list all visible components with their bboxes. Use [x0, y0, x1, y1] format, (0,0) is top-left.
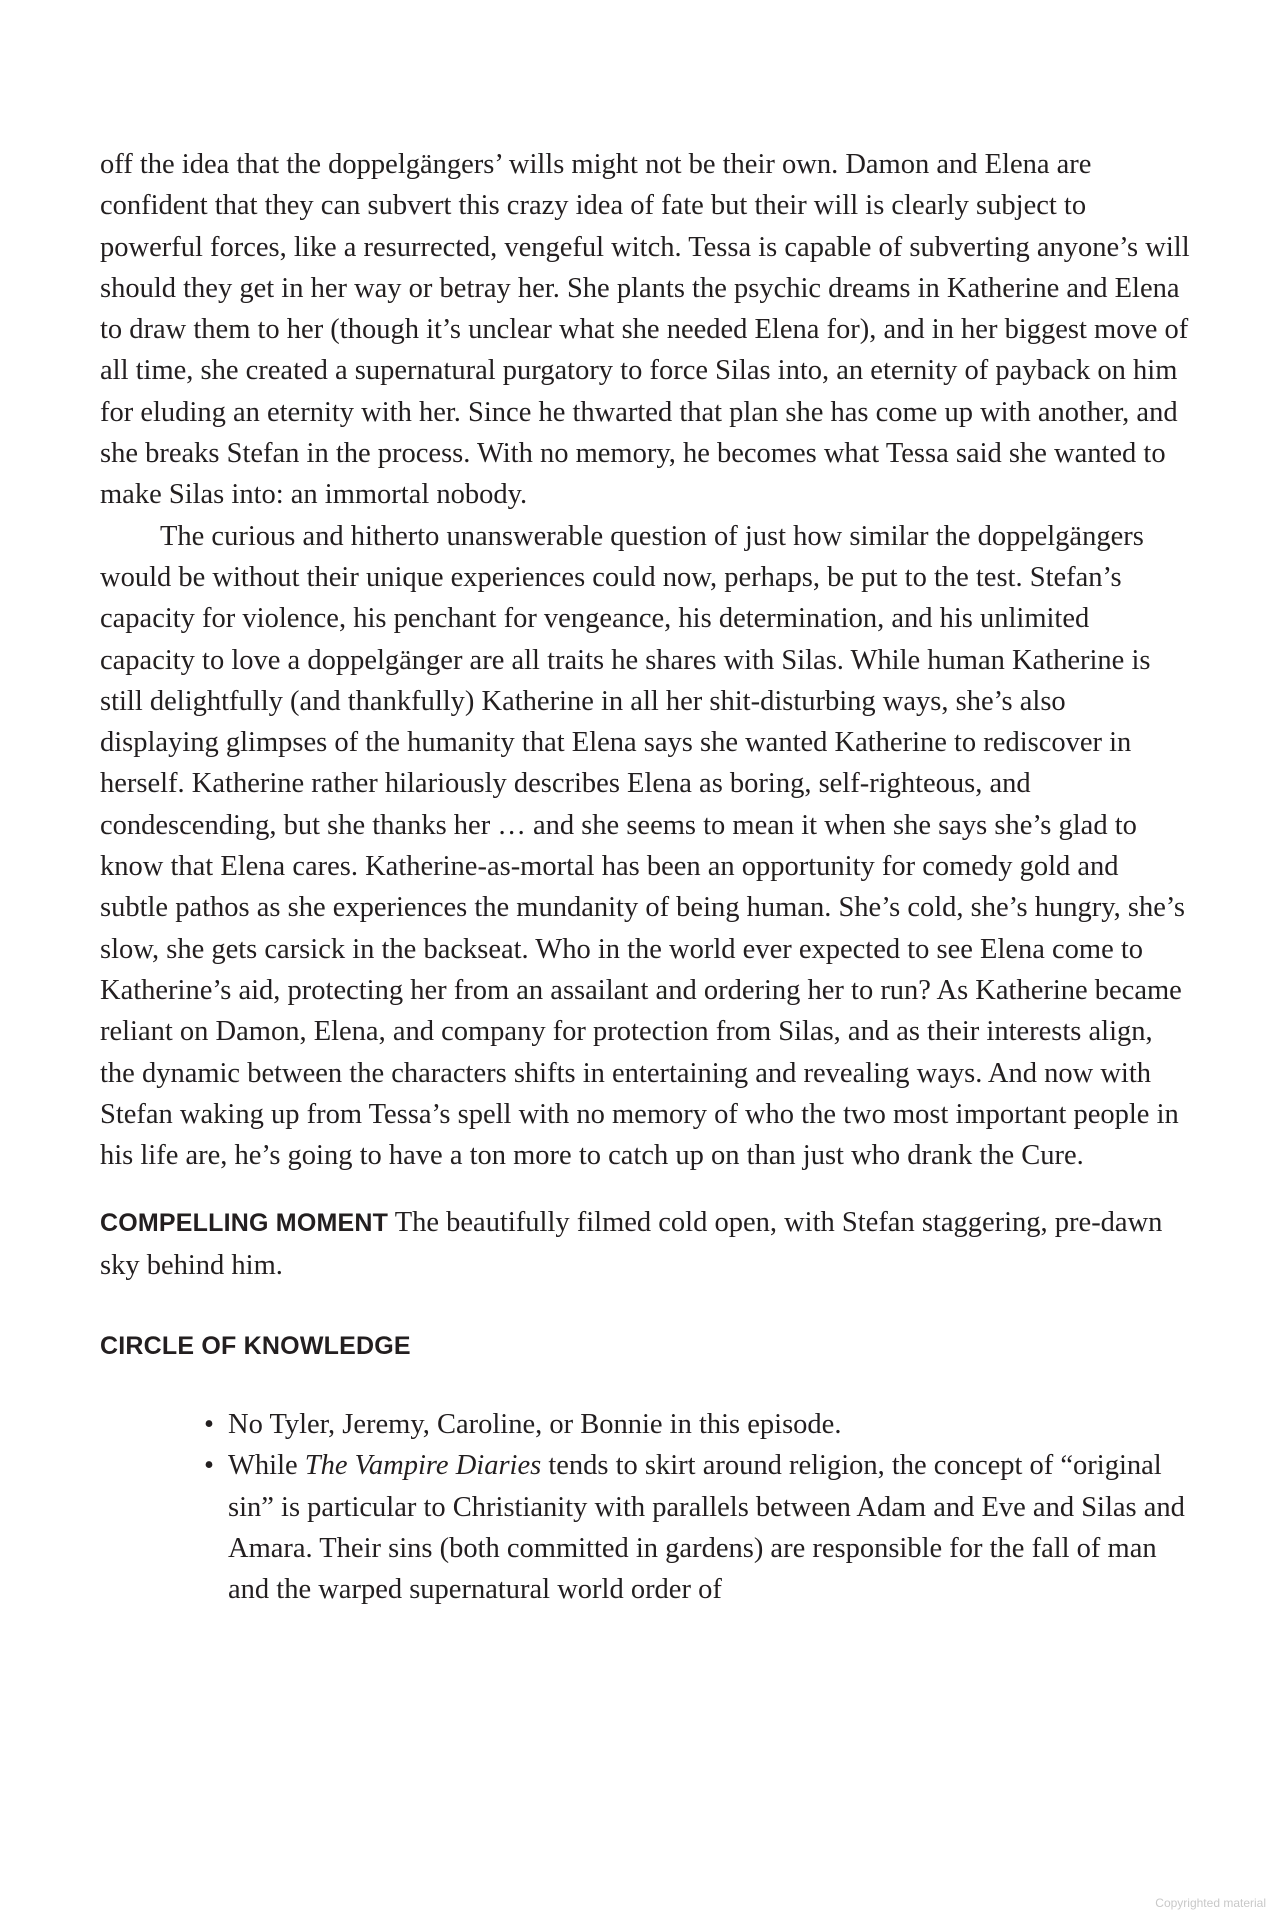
compelling-moment [100, 1202, 1190, 1286]
compelling-moment-text: The beautifully filmed cold open, with Stefan staggering, pre-dawn sky behind him. [100, 1207, 1163, 1281]
bullet-icon: • [204, 1450, 214, 1482]
list-item-text: No Tyler, Jeremy, Caroline, or Bonnie in this episode. [228, 1409, 842, 1441]
compelling-moment-label: COMPELLING MOMENT [100, 1209, 389, 1238]
paragraph-1: off the idea that the doppelgängers’ wills might not be their own. Damon and Elena are confident that they can subvert this crazy idea of fate but their will is clearly subject to powerful forces, like a resurrected, vengeful witch. Tessa is capable of subverting anyone’s will should they get in her way or betray her. She plants the psychic dreams in Katherine and Elena to draw them to her (though it’s unclear what she needed Elena for), and in her biggest move of all time, she created a supernatural purgatory to force Silas into, an eternity of payback on him for eluding an eternity with her. Since he thwarted that plan she has come up with another, and she breaks Stefan in the process. With no memory, he becomes what Tessa said she wanted to make Silas into: an immortal nobody. [100, 149, 1190, 511]
list-item-text-after: tends to skirt around religion, the concept of “original sin” is particular to Christianity with parallels between Adam and Eve and Silas and Amara. Their sins (both committed in gardens) are responsible for the fall of man and the warped supernatural world order of [228, 1450, 1185, 1606]
list-item [204, 1445, 1190, 1610]
bullet-icon: • [204, 1409, 214, 1441]
show-title: The Vampire Diaries [304, 1450, 542, 1482]
list-item-text-before: While [228, 1450, 305, 1482]
circle-of-knowledge-heading: CIRCLE OF KNOWLEDGE [100, 1332, 411, 1361]
copyright-watermark: Copyrighted material [1155, 1896, 1266, 1910]
page-content [100, 144, 1190, 1611]
list-item [204, 1404, 1190, 1445]
paragraph-2: The curious and hitherto unanswerable question of just how similar the doppelgängers would be without their unique experiences could now, perhaps, be put to the test. Stefan’s capacity for violence, his penchant for vengeance, his determination, and his unlimited capacity to love a doppelgänger are all traits he shares with Silas. While human Katherine is still delightfully (and thankfully) Katherine in all her shit-disturbing ways, she’s also displaying glimpses of the humanity that Elena says she wanted Katherine to rediscover in herself. Katherine rather hilariously describes Elena as boring, self-righteous, and condescending, but she thanks her … and she seems to mean it when she says she’s glad to know that Elena cares. Katherine-as-mortal has been an opportunity for comedy gold and subtle pathos as she experiences the mundanity of being human. She’s cold, she’s hungry, she’s slow, she gets carsick in the backseat. Who in the world ever expected to see Elena come to Katherine’s aid, protecting her from an assailant and ordering her to run? As Katherine became reliant on Damon, Elena, and company for protection from Silas, and as their interests align, the dynamic between the characters shifts in entertaining and revealing ways. And now with Stefan waking up from Tessa’s spell with no memory of who the two most important people in his life are, he’s going to have a ton more to catch up on than just who drank the Cure. [100, 520, 1185, 1172]
circle-of-knowledge-list [100, 1404, 1190, 1610]
